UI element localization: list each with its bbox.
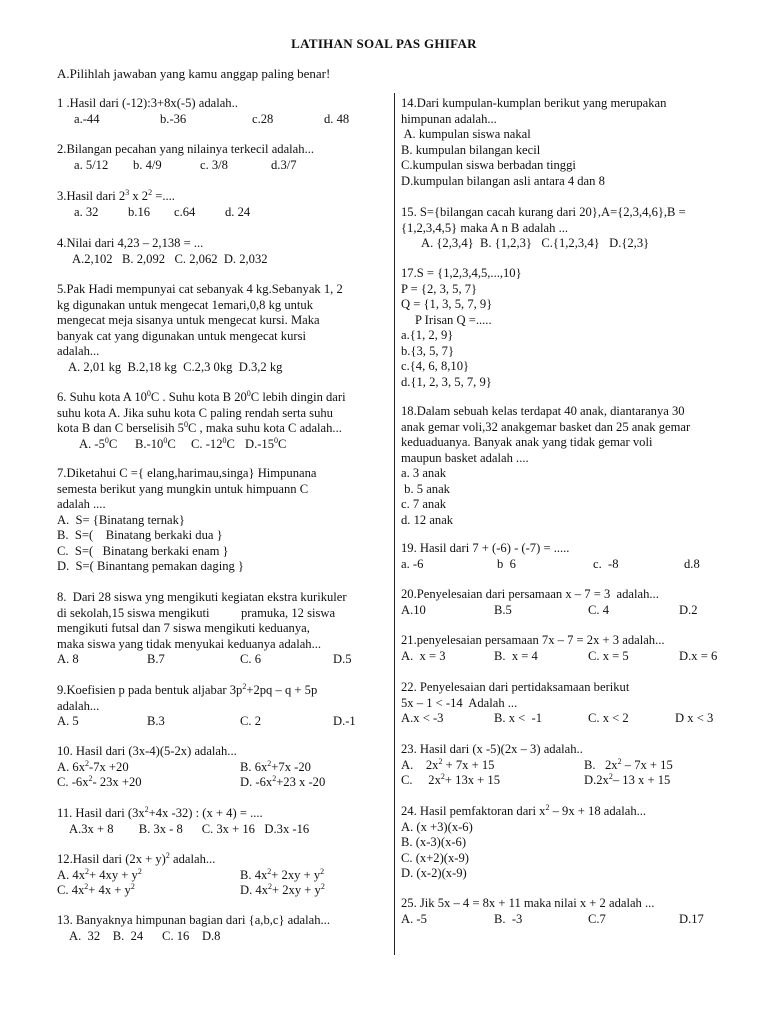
text: x 2 [129, 189, 149, 203]
exponent: 3 [125, 187, 130, 197]
question-text: maka siswa yang tidak menyukai keduanya adalah... [57, 636, 322, 651]
text: C. -6x [57, 775, 89, 789]
text: C [108, 436, 118, 451]
option-a: a.{1, 2, 9} [401, 328, 454, 342]
question-11 [57, 806, 309, 837]
question-10 [57, 744, 325, 791]
options [57, 112, 349, 128]
options [401, 711, 713, 727]
exponent: 2 [438, 756, 443, 766]
question-text: kg digunakan untuk mengecat 1emari,0,8 kg untuk [57, 297, 314, 312]
question-text [401, 804, 646, 820]
text: C , maka suhu kota C adalah... [187, 421, 342, 435]
question-text: 5x – 1 < -14 Adalah ... [401, 695, 518, 710]
option-a: a. 5/12 [74, 157, 109, 172]
exponent: 2 [85, 758, 89, 768]
option-d: d.3/7 [271, 157, 297, 172]
degree: 0 [222, 435, 227, 445]
option-a: A.x < -3 [401, 711, 444, 725]
question-text: 21.penyelesaian persamaan 7x – 7 = 2x + 3 adalah... [401, 633, 665, 647]
options [401, 557, 700, 573]
question-text [57, 189, 250, 205]
option-c [57, 883, 240, 899]
options: A. 32 B. 24 C. 16 D.8 [69, 928, 221, 943]
question-text: 7.Diketahui C ={ elang,harimau,singa} Himpunana [57, 466, 317, 480]
options [401, 773, 673, 789]
question-text: adalah... [57, 344, 100, 358]
text: - 23x +20 [92, 775, 142, 789]
option-d: D.x = 6 [679, 648, 718, 663]
option-d [245, 437, 286, 453]
text: B.-10 [135, 436, 164, 451]
option-d: d. 24 [225, 204, 251, 219]
option-c: C. x = 5 [588, 648, 629, 663]
options [57, 868, 325, 884]
exponent: 2 [165, 850, 170, 860]
exponent: 2 [440, 771, 445, 781]
options: A.3x + 8 B. 3x - 8 C. 3x + 16 D.3x -16 [69, 821, 310, 836]
options [57, 652, 352, 668]
question-23 [401, 742, 673, 789]
option-b: B.3 [147, 714, 165, 728]
option-d: D. S=( Binantang pemakan daging } [57, 559, 244, 573]
option-c: C. x < 2 [588, 711, 629, 725]
exponent: 2 [137, 866, 142, 876]
option-d: d.{1, 2, 3, 5, 7, 9} [401, 374, 492, 389]
option-a [57, 868, 240, 884]
degree: 0 [246, 388, 251, 398]
text: C. -12 [191, 436, 223, 451]
option-c [401, 773, 584, 789]
question-text: 23. Hasil dari (x -5)(2x – 3) adalah.. [401, 742, 583, 756]
text: C [226, 436, 235, 451]
option-a: A. kumpulan siswa nakal [401, 127, 531, 141]
question-22 [401, 680, 713, 727]
text: D. -6x [240, 775, 273, 789]
option-c: C. (x+2)(x-9) [401, 850, 469, 865]
question-text: 20.Penyelesaian dari persamaan x – 7 = 3 adalah... [401, 587, 659, 601]
option-d: D.2 [679, 602, 698, 617]
option-c: c. 7 anak [401, 497, 447, 511]
option-b: b 6 [497, 556, 516, 571]
option-c: C.kumpulan siswa berbadan tinggi [401, 158, 576, 172]
option-b: b.16 [128, 204, 151, 219]
question-13 [57, 913, 330, 944]
text: +4x -32) : (x + 4) = .... [148, 806, 263, 820]
text: D.2x [584, 773, 609, 787]
options [57, 775, 325, 791]
option-a [79, 437, 135, 453]
question-text: maupun basket adalah .... [401, 450, 529, 465]
question-1 [57, 96, 349, 127]
question-text: 5.Pak Hadi mempunyai cat sebanyak 4 kg.Sebanyak 1, 2 [57, 282, 343, 296]
exponent: 2 [545, 802, 550, 812]
text: -7x +20 [89, 759, 129, 774]
question-text: anak gemar voli,32 anakgemar basket dan 25 anak gemar [401, 419, 691, 434]
option-b: B. -3 [494, 911, 523, 926]
option-b: B. kumpulan bilangan kecil [401, 142, 541, 157]
exponent: 2 [148, 187, 153, 197]
exponent: 2 [272, 773, 277, 783]
option-a: A. 8 [57, 652, 79, 666]
text: A. 2x [401, 757, 439, 772]
option-d: D.17 [679, 911, 704, 926]
instruction: A.Pilihlah jawaban yang kamu anggap paling benar! [57, 66, 331, 81]
text: =.... [152, 189, 175, 203]
option-a [57, 760, 240, 776]
option-d: D.kumpulan bilangan asli antara 4 dan 8 [401, 173, 605, 188]
question-24 [401, 804, 646, 882]
question-text: 25. Jik 5x – 4 = 8x + 11 maka nilai x + 2 adalah ... [401, 896, 655, 910]
option-d: d. 48 [324, 111, 350, 126]
text: + 2xy + y [272, 883, 321, 897]
degree: 0 [163, 435, 168, 445]
option-d: D x < 3 [675, 711, 714, 725]
option-d: D.5 [333, 652, 352, 666]
option-a: A. 5 [57, 714, 79, 728]
text: 12.Hasil dari (2x + y) [57, 852, 166, 866]
option-b: b. 4/9 [133, 157, 162, 172]
question-14 [401, 96, 666, 189]
text: B. 4x [240, 867, 268, 882]
question-text: adalah .... [57, 497, 106, 511]
option-b [240, 760, 311, 776]
question-text: 22. Penyelesaian dari pertidaksamaan berikut [401, 680, 630, 694]
question-18 [401, 404, 690, 528]
options [401, 758, 673, 774]
question-text: 13. Banyaknya himpunan bagian dari {a,b,c} adalah... [57, 913, 330, 927]
question-text: 17.S = {1,2,3,4,5,...,10} [401, 266, 522, 280]
options [401, 603, 698, 619]
question-25 [401, 896, 704, 927]
question-text: himpunan adalah... [401, 111, 497, 126]
text: C [278, 436, 287, 451]
text: 3.Hasil dari 2 [57, 189, 126, 203]
degree: 0 [104, 435, 109, 445]
question-text: 18.Dalam sebuah kelas terdapat 40 anak, diantaranya 30 [401, 404, 685, 418]
question-text: 2.Bilangan pecahan yang nilainya terkecil adalah... [57, 142, 315, 156]
option-b: b.{3, 5, 7} [401, 343, 455, 358]
option-a: A.10 [401, 602, 426, 617]
question-20 [401, 587, 698, 618]
question-text: P = {2, 3, 5, 7} [401, 281, 478, 296]
text: D. 4x [240, 883, 268, 897]
question-text: keduaduanya. Banyak anak yang tidak gemar voli [401, 435, 653, 449]
question-text: mengecat meja sisanya untuk mengecat kursi. Maka [57, 313, 320, 327]
exponent: 2 [267, 866, 272, 876]
option-a: A. (x +3)(x-6) [401, 819, 473, 834]
option-d: D. (x-2)(x-9) [401, 866, 467, 880]
options [57, 158, 314, 174]
question-text [57, 390, 346, 406]
exponent: 2 [268, 881, 272, 891]
option-b: B.5 [494, 602, 512, 617]
text: 9.Koefisien p pada bentuk aljabar 3p [57, 683, 243, 697]
options: A. 2,01 kg B.2,18 kg C.2,3 0kg D.3,2 kg [68, 359, 283, 374]
option-c: C. 2 [240, 714, 261, 728]
text: +23 x -20 [276, 775, 326, 789]
option-b: b. 5 anak [401, 481, 450, 496]
option-c: C.7 [588, 911, 606, 926]
degree: 0 [183, 419, 188, 429]
text: B. 6x [240, 759, 268, 774]
option-d [240, 775, 325, 791]
option-c: c.28 [252, 111, 274, 126]
question-6 [57, 390, 346, 452]
text: C [167, 436, 176, 451]
question-text: 10. Hasil dari (3x-4)(5-2x) adalah... [57, 744, 237, 758]
text: 11. Hasil dari (3x [57, 806, 145, 820]
option-c: c. 3/8 [200, 157, 228, 172]
question-9 [57, 683, 356, 730]
exponent: 2 [320, 866, 325, 876]
option-b [240, 868, 324, 884]
question-15 [401, 205, 686, 252]
option-a: a. 32 [74, 204, 99, 219]
text: +2pq – q + 5p [246, 683, 318, 697]
option-b: B.7 [147, 652, 165, 666]
exponent: 2 [84, 881, 89, 891]
question-17 [401, 266, 522, 390]
question-text: 19. Hasil dari 7 + (-6) - (-7) = ..... [401, 541, 570, 555]
options [57, 760, 325, 776]
exponent: 2 [242, 681, 247, 691]
option-a [401, 758, 584, 774]
text: + 2xy + y [271, 867, 321, 882]
question-12 [57, 852, 325, 899]
degree: 0 [274, 435, 279, 445]
option-a: A. -5 [401, 911, 427, 926]
text: A. 6x [57, 759, 85, 774]
question-5 [57, 282, 343, 375]
exponent: 2 [617, 756, 622, 766]
text: A. -5 [79, 436, 105, 451]
option-c: c.{4, 6, 8,10} [401, 359, 470, 373]
option-c: C. 6 [240, 652, 261, 666]
option-b [135, 437, 191, 453]
document-title: LATIHAN SOAL PAS GHIFAR [291, 36, 477, 51]
text: C . Suhu kota B 20 [150, 390, 247, 404]
question-text: suhu kota A. Jika suhu kota C paling rendah serta suhu [57, 405, 333, 420]
option-a: a. 3 anak [401, 466, 447, 480]
text: + 7x + 15 [442, 757, 495, 772]
exponent: 2 [267, 758, 272, 768]
options [79, 437, 346, 453]
option-a: a.-44 [74, 111, 100, 126]
exponent: 2 [144, 804, 149, 814]
options [57, 205, 250, 221]
option-b: B. x < -1 [494, 711, 543, 725]
option-d: D.-1 [333, 714, 356, 728]
question-7 [57, 466, 316, 575]
option-d [240, 883, 325, 899]
text: + 4xy + y [89, 867, 138, 882]
text: adalah... [169, 852, 216, 866]
option-c: C. 4 [588, 602, 609, 617]
options [401, 912, 704, 928]
text: + 4x + y [88, 883, 131, 897]
question-text: Q = {1, 3, 5, 7, 9} [401, 297, 493, 311]
exponent: 2 [88, 773, 93, 783]
text: – 13 x + 15 [612, 773, 671, 787]
question-3 [57, 189, 250, 220]
question-text: 14.Dari kumpulan-kumplan berikut yang merupakan [401, 96, 667, 110]
exponent: 2 [320, 881, 325, 891]
option-c [57, 775, 240, 791]
text: kota B dan C berselisih 5 [57, 421, 184, 435]
options: A. {2,3,4} B. {1,2,3} C.{1,2,3,4} D.{2,3} [421, 236, 650, 250]
exponent: 2 [130, 881, 135, 891]
option-c: C. S=( Binatang berkaki enam } [57, 543, 229, 558]
options [57, 883, 325, 899]
option-b: B. (x-3)(x-6) [401, 835, 467, 849]
question-text: {1,2,3,4,5} maka A n B adalah ... [401, 220, 569, 235]
question-text: 8. Dari 28 siswa yng mengikuti kegiatan ekstra kurikuler [57, 590, 347, 604]
option-d: d. 12 anak [401, 512, 454, 527]
degree: 0 [146, 388, 151, 398]
exponent: 2 [85, 866, 89, 876]
exponent: 2 [608, 771, 613, 781]
text: C lebih dingin dari [250, 390, 346, 404]
text: – 9x + 18 adalah... [549, 804, 647, 818]
question-8 [57, 590, 352, 668]
text: 6. Suhu kota A 10 [57, 390, 147, 404]
text: + 13x + 15 [444, 773, 501, 787]
option-b [584, 758, 673, 774]
question-text: P Irisan Q =..... [415, 312, 492, 327]
question-text: banyak cat yang digunakan untuk mengecat kursi [57, 328, 306, 343]
option-c [191, 437, 245, 453]
question-text: 1 .Hasil dari (-12):3+8x(-5) adalah.. [57, 96, 238, 110]
option-d: d.8 [684, 556, 700, 571]
text: – 7x + 15 [621, 757, 673, 772]
question-text: semesta berikut yang mungkin untuk himpuann C [57, 481, 309, 496]
question-text: adalah... [57, 698, 100, 713]
option-b: b.-36 [160, 111, 187, 126]
question-text: 4.Nilai dari 4,23 – 2,138 = ... [57, 236, 204, 250]
question-text: mengikuti futsal dan 7 siswa mengikuti keduanya, [57, 621, 310, 635]
option-d [584, 773, 670, 789]
question-text: 15. S={bilangan cacah kurang dari 20},A={2,3,4,6},B = [401, 205, 686, 219]
text: B. 2x [584, 757, 618, 772]
options: A.2,102 B. 2,092 C. 2,062 D. 2,032 [72, 251, 268, 266]
text: 24. Hasil pemfaktoran dari x [401, 804, 546, 818]
text: C. 4x [57, 883, 85, 897]
option-a: A. x = 3 [401, 648, 446, 663]
question-4 [57, 236, 268, 267]
text: +7x -20 [271, 759, 311, 774]
option-c: c. -8 [593, 556, 619, 571]
question-21 [401, 633, 717, 664]
column-divider [394, 93, 395, 955]
option-b: B. x = 4 [494, 648, 538, 663]
options [57, 714, 356, 730]
question-2 [57, 142, 314, 173]
text: C. 2x [401, 773, 441, 787]
question-19 [401, 541, 700, 572]
text: D.-15 [245, 436, 275, 451]
option-a: a. -6 [401, 556, 424, 571]
question-text [57, 806, 309, 822]
question-text [57, 421, 346, 437]
options [401, 649, 717, 665]
option-b: B. S=( Binatang berkaki dua } [57, 528, 223, 542]
question-text [57, 683, 356, 699]
option-a: A. S= {Binatang ternak} [57, 512, 185, 527]
question-text: di sekolah,15 siswa mengikuti pramuka, 12 siswa [57, 605, 336, 620]
text: A. 4x [57, 867, 85, 882]
question-text [57, 852, 325, 868]
option-c: c.64 [174, 204, 196, 219]
